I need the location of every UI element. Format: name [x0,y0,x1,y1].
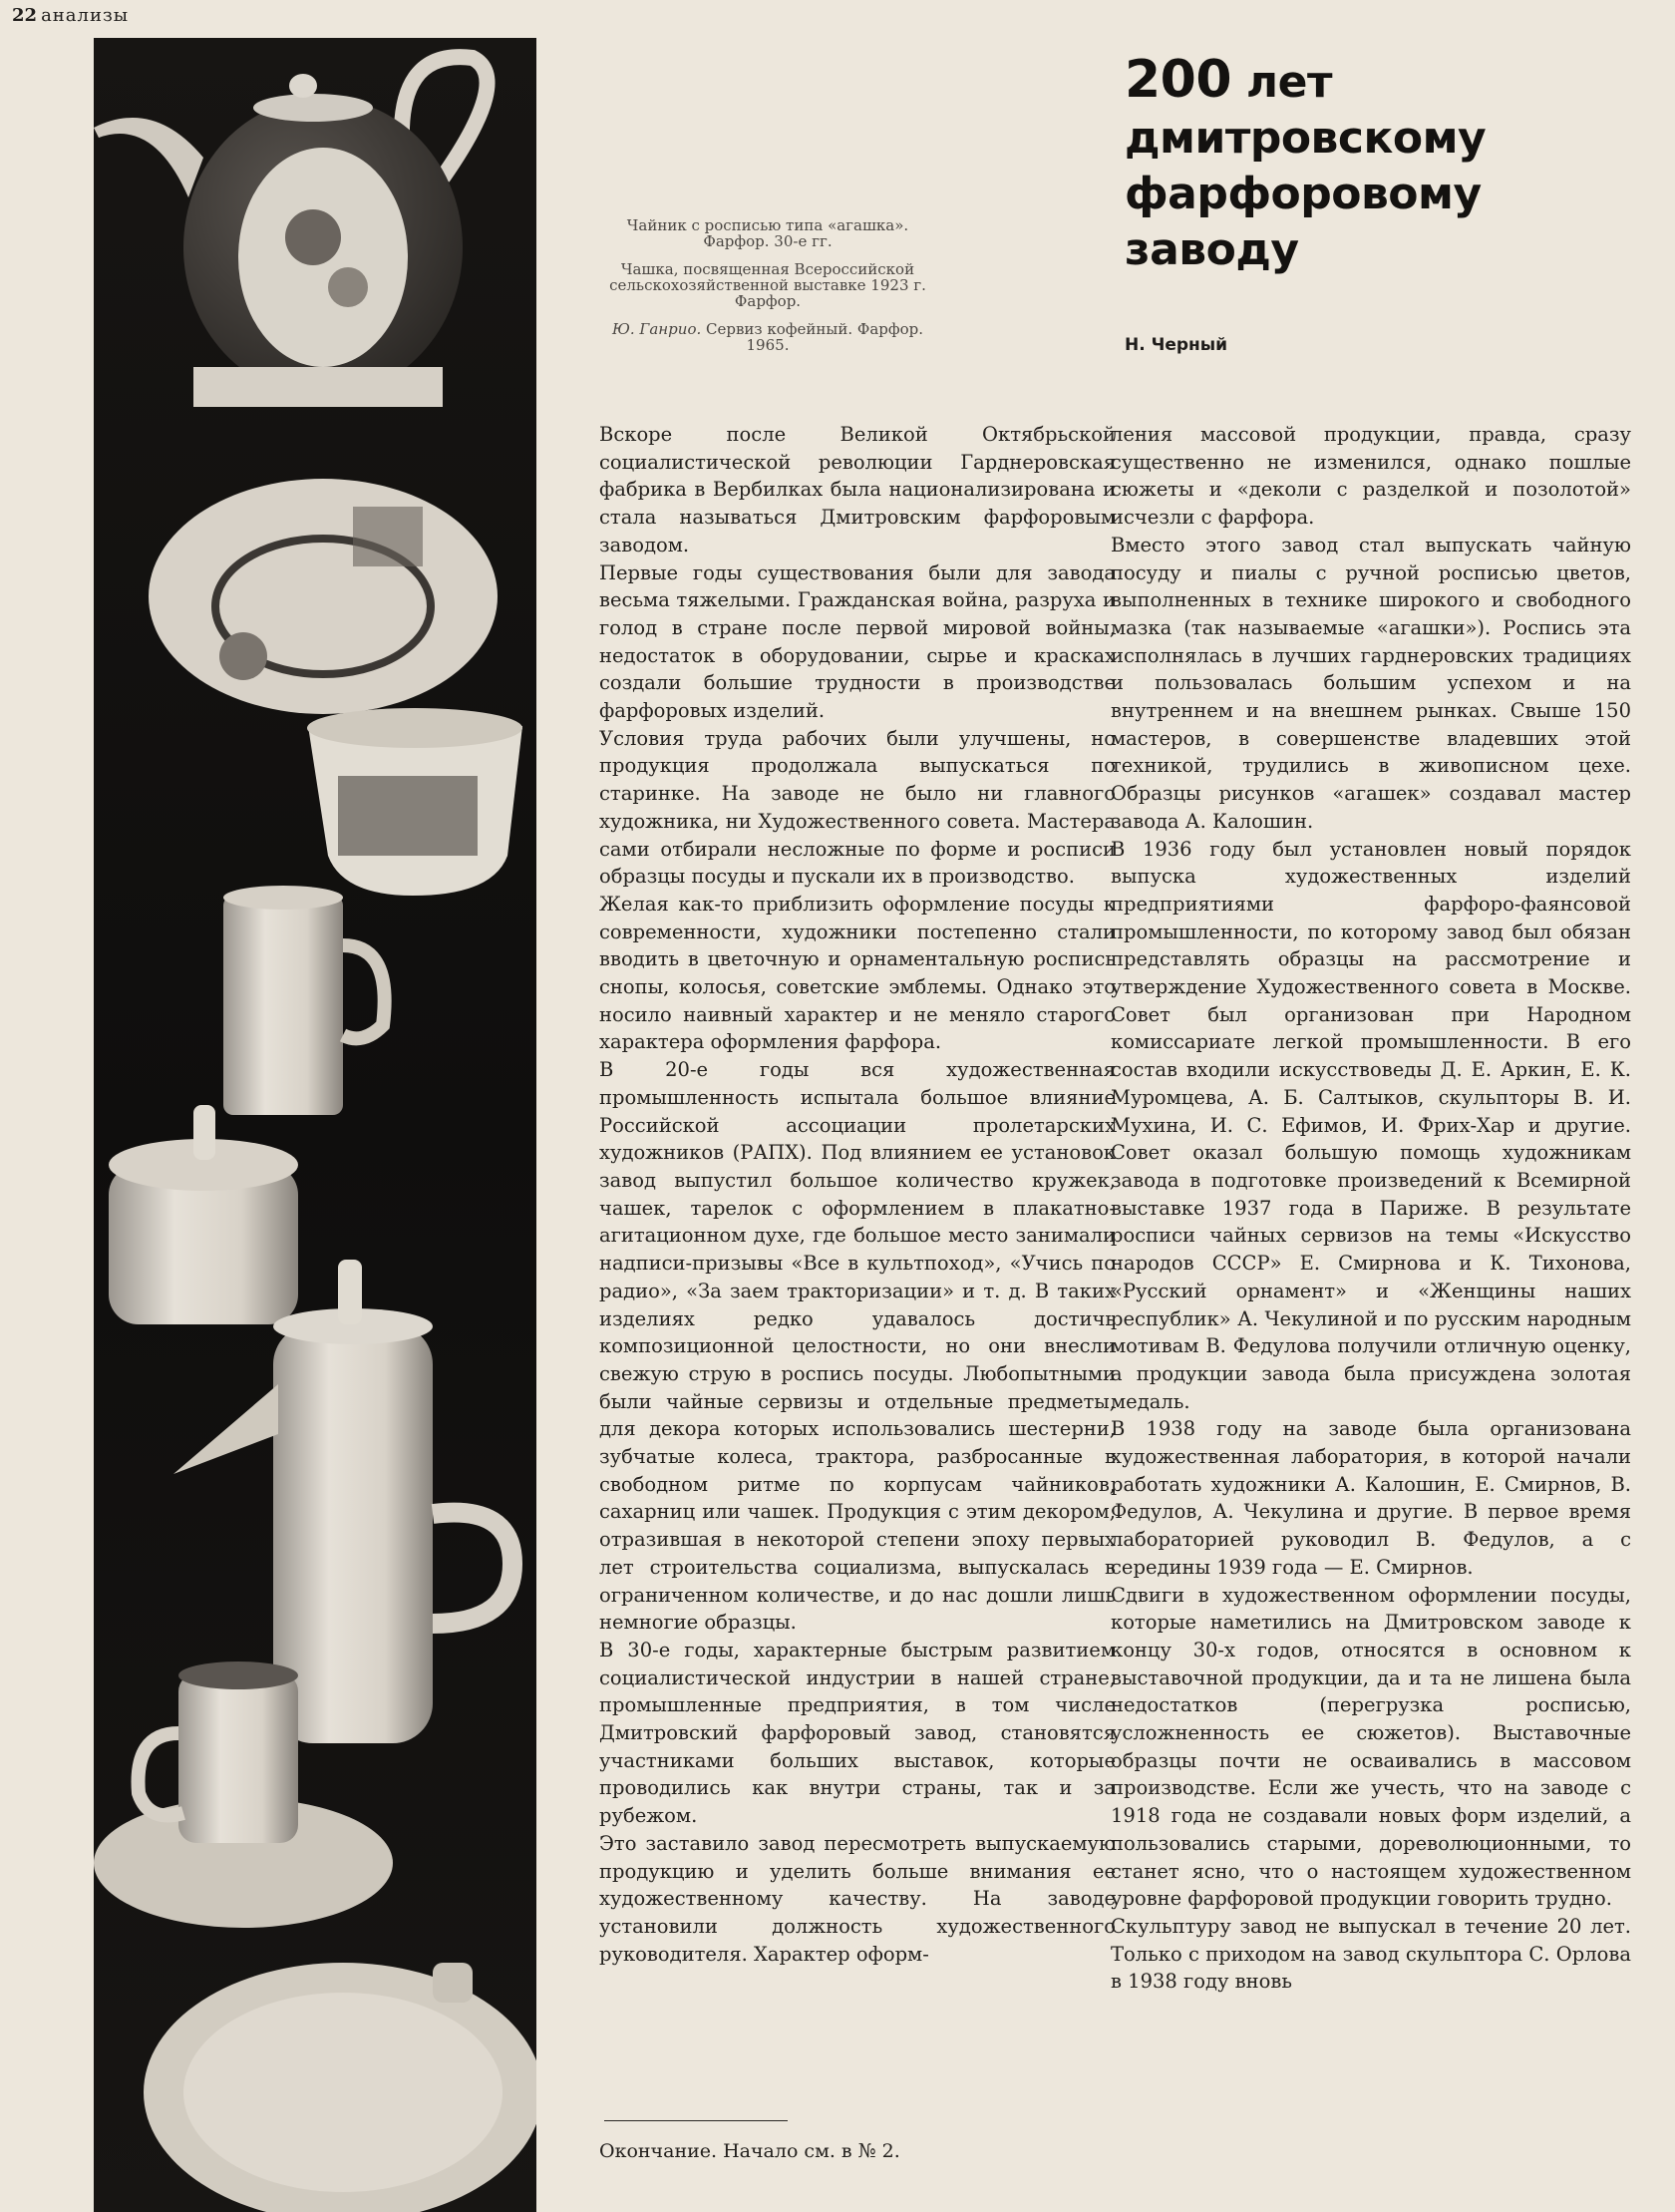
paragraph: Это заставило завод пересмотреть выпускаемую продукцию и уделить больше внимания ее художественному качеству. На заводе установили должность художественного руководителя. Характер оформ- [599,1831,1116,1966]
article-column-right [1111,421,1631,1996]
title-line3: фарфоровому [1125,169,1482,219]
paragraph: Условия труда рабочих были улучшены, но продукция продолжала выпускаться по старинке. На заводе не было ни главного художника, ни Художественного совета. Мастера сами отбирали несложные по форме и росписи образцы посуды и пускали их в производство. [599,726,1116,889]
caption-text: Чашка, посвященная Всероссийской сельскохозяйственной выставке 1923 г. Фарфор. [609,260,926,310]
article-column-left [599,421,1116,1968]
caption-author: Ю. Ганрио. [611,320,702,338]
plate-image [144,1963,536,2212]
paragraph: Скульптуру завод не выпускал в течение 20 лет. Только с приходом на завод скульптора С. Орлова в 1938 году вновь [1111,1914,1631,1994]
title-line2: дмитровскому [1125,113,1487,164]
teapot-image [94,57,488,407]
title-line1: лет [1245,57,1332,108]
caption-service [603,321,932,353]
paragraph: ления массовой продукции, правда, сразу существенно не изменился, однако пошлые сюжеты и «деколи с разделкой и позолотой» исчезли с фарфора. [1111,423,1631,530]
porcelain-photo [94,38,536,2212]
porcelain-illustration [94,38,536,2212]
paragraph: В 1938 году на заводе была организована художественная лаборатория, в которой начали работать художники А. Калошин, Е. Смирнов, В. Федулов, А. Чекулина и другие. В первое время лабораторией руководил В. Федулов, а с середины 1939 года — Е. Смирнов. [1111,1417,1631,1579]
page-header [12,5,129,26]
paragraph: В 30-е годы, характерные быстрым развитием социалистической индустрии в нашей стране, промышленные предприятия, в том числе Дмитровский фарфоровый завод, становятся участниками больших выставок, которые проводились как внутри страны, так и за рубежом. [599,1638,1116,1828]
paragraph: Вскоре после Великой Октябрьской социалистической революции Гарднеровская фабрика в Вербилках была национализирована и стала называться Дмитровским фарфоровым заводом. [599,423,1116,556]
paragraph: Первые годы существования были для завода весьма тяжелыми. Гражданская война, разруха и голод в стране после первой мировой войны, недостаток в оборудовании, сырье и красках создали большие трудности в производстве фарфоровых изделий. [599,560,1116,723]
paragraph: Сдвиги в художественном оформлении посуды, которые наметились на Дмитровском заводе к концу 30-х годов, относятся в основном к выставочной продукции, да и та не лишена была недостатков (перегрузка росписью, усложненность ее сюжетов). Выставочные образцы почти не осваивались в массовом производстве. Если же учесть, что на заводе с 1918 года не создавали новых форм изделий, а пользовались старыми, дореволюционными, то станет ясно, что о настоящем художественном уровне фарфоровой продукции говорить трудно. [1111,1583,1631,1911]
article-title [1125,52,1643,278]
title-line4: заводу [1125,224,1299,275]
caption-text: Чайник с росписью типа «агашка». Фарфор. 30-е гг. [626,216,909,250]
title-number: 200 [1125,50,1232,110]
paragraph: Желая как-то приблизить оформление посуды к современности, художники постепенно стали вводить в цветочную и орнаментальную роспись снопы, колосья, советские эмблемы. Однако это носило наивный характер и не меняло старого характера оформления фарфора. [599,892,1116,1054]
paragraph: Вместо этого завод стал выпускать чайную посуду и пиалы с ручной росписью цветов, выполненных в технике широкого и свободного мазка (так называемые «агашки»). Роспись эта исполнялась в лучших гарднеровских традициях и пользовалась большим успехом и на внутреннем и на внешнем рынках. Свыше 150 мастеров, в совершенстве владевших этой техникой, трудились в живописном цехе. Образцы рисунков «агашек» создавал мастер завода А. Калошин. [1111,533,1631,833]
photo-captions [603,217,932,365]
saucer-image [149,479,498,714]
paragraph: В 1936 году был установлен новый порядок выпуска художественных изделий предприятиями фарфоро-фаянсовой промышленности, по которому завод был обязан представлять образцы на рассмотрение и утверждение Художественного совета в Москве. Совет был организован при Народном комиссариате легкой промышленности. В его состав входили искусствоведы Д. Е. Аркин, Е. К. Муромцева, А. Б. Салтыков, скульпторы В. И. Мухина, И. С. Ефимов, И. Фрих-Хар и другие. Совет оказал большую помощь художникам завода в подготовке произведений к Всемирной выставке 1937 года в Париже. В результате росписи чайных сервизов на темы «Искусство народов СССР» Е. Смирнова и К. Тихонова, «Русский орнамент» и «Женщины наших республик» А. Чекулиной и по русским народным мотивам В. Федулова получили отличную оценку, а продукции завода была присуждена золотая медаль. [1111,837,1631,1413]
section-label: анализы [41,5,130,26]
cup-image [307,708,522,896]
creamer-image [223,886,385,1115]
caption-teapot [603,217,932,249]
sugar-bowl-image [109,1105,298,1324]
author-byline: Н. Черный [1125,335,1228,355]
page-number: 22 [12,5,38,26]
caption-cup [603,261,932,309]
footnote-divider [604,2120,788,2121]
caption-text: Сервиз кофейный. Фарфор. 1965. [706,320,924,354]
paragraph: В 20-е годы вся художественная промышленность испытала большое влияние Российской ассоциации пролетарских художников (РАПХ). Под влиянием ее установок завод выпустил большое количество кружек, чашек, тарелок с оформлением в плакатно-агитационном духе, где большое место занимали надписи-призывы «Все в культпоход», «Учись по радио», «За заем тракторизации» и т. д. В таких изделиях редко удавалось достичь композиционной целостности, но они внесли свежую струю в роспись посуды. Любопытными были чайные сервизы и отдельные предметы, для декора которых использовались шестерни, зубчатые колеса, трактора, разбросанные в свободном ритме по корпусам чайников, сахарниц или чашек. Продукция с этим декором, отразившая в некоторой степени эпоху первых лет строительства социализма, выпускалась в ограниченном количестве, и до нас дошли лишь немногие образцы. [599,1058,1116,1635]
footnote: Окончание. Начало см. в № 2. [599,2140,900,2162]
